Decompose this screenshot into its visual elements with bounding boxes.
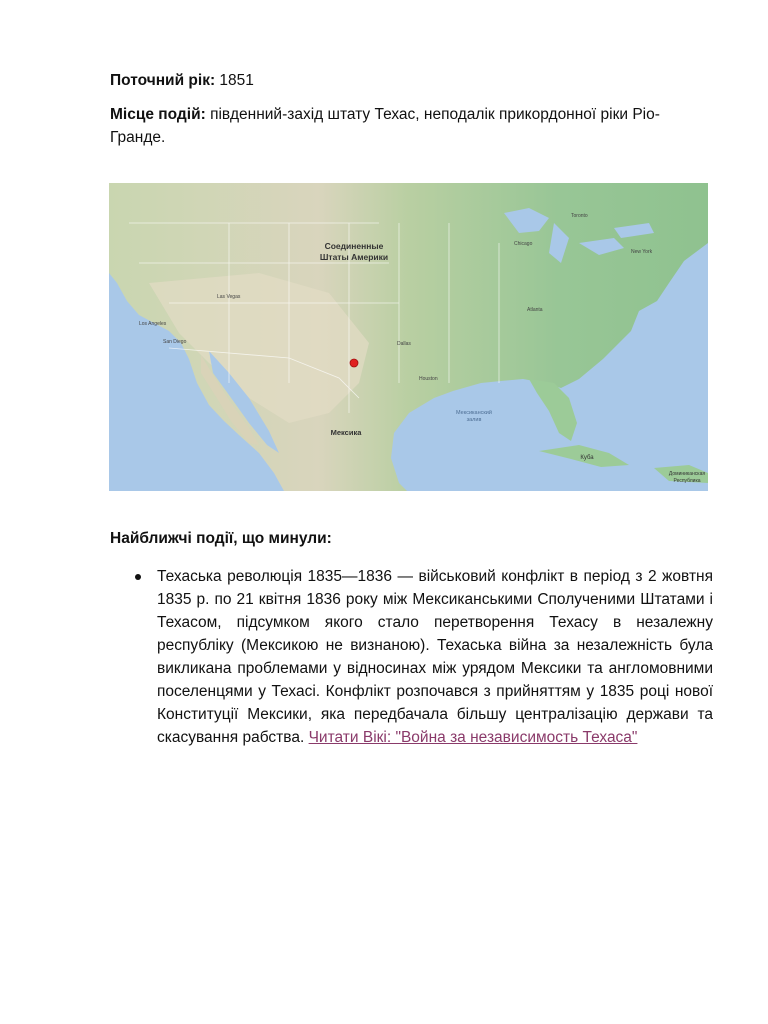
event-item bbox=[135, 565, 713, 749]
map-label-dominican-1: Доминиканская bbox=[668, 471, 706, 477]
current-year-value: 1851 bbox=[219, 72, 254, 89]
map-label-mexico: Мексика bbox=[330, 428, 362, 437]
map-label-san-diego: San Diego bbox=[163, 339, 187, 345]
map-label-gulf-2: залив bbox=[466, 417, 482, 423]
map-label-houston: Houston bbox=[419, 376, 438, 382]
map-label-gulf-1: Мексиканский bbox=[456, 410, 492, 416]
event-place-label: Місце подій: bbox=[110, 106, 206, 123]
map-label-toronto: Toronto bbox=[571, 213, 588, 219]
event-place-value: південний-захід штату Техас, неподалік прикордонної ріки Ріо-Гранде. bbox=[110, 106, 660, 146]
events-list bbox=[135, 565, 713, 749]
event-place-line bbox=[110, 103, 710, 149]
map-label-dominican-2: Республика bbox=[673, 478, 701, 484]
map-label-atlanta: Atlanta bbox=[527, 307, 543, 313]
bullet-icon bbox=[135, 574, 141, 580]
map-label-dallas: Dallas bbox=[397, 341, 411, 347]
map-label-chicago: Chicago bbox=[514, 241, 533, 247]
map-label-las-vegas: Las Vegas bbox=[217, 294, 241, 300]
map-image bbox=[109, 183, 708, 491]
map-label-usa-1: Соединенные bbox=[324, 241, 384, 251]
current-year-line bbox=[110, 69, 254, 92]
map-label-los-angeles: Los Angeles bbox=[139, 321, 167, 327]
map-label-cuba: Куба bbox=[580, 455, 594, 461]
location-marker bbox=[350, 359, 358, 367]
map-label-usa-2: Штаты Америки bbox=[319, 252, 389, 262]
wiki-link[interactable]: Читати Вікі: "Война за независимость Техаса" bbox=[308, 729, 638, 746]
recent-events-heading: Найближчі події, що минули: bbox=[110, 530, 332, 547]
map-label-new-york: New York bbox=[631, 249, 653, 255]
event-description: Техаська революція 1835—1836 — військовий конфлікт в період з 2 жовтня 1835 р. по 21 квітня 1836 року між Мексиканськими Сполученими Штатами і Техасом, підсумком якого стало перетворення Техасу в незалежну республіку (Мексикою не визнаною). Техаська війна за незалежність була викликана проблемами у відносинах між урядом Мексики та англомовними поселенцями у Техасі. Конфлікт розпочався з прийняттям у 1835 році нової Конституції Мексики, яка передбачала більшу централізацію держави та скасування рабства. bbox=[157, 568, 713, 746]
current-year-label: Поточний рік: bbox=[110, 72, 216, 89]
